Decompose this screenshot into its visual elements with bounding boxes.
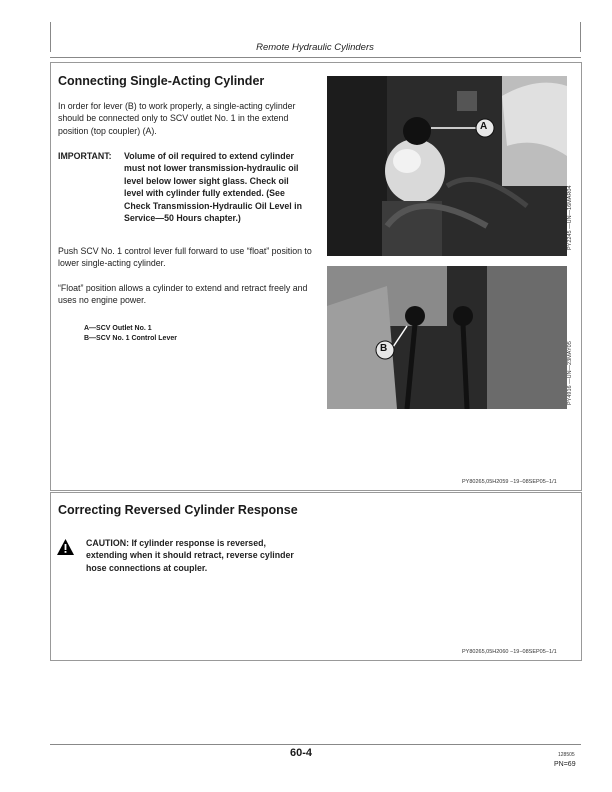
section2-reference: PY80265,05H2060 −19−08SEP05−1/1 bbox=[462, 649, 557, 655]
important-label: IMPORTANT: bbox=[58, 151, 112, 161]
section1-reference: PY80265,05H2059 −19−08SEP05−1/1 bbox=[462, 479, 557, 485]
header-right-rule bbox=[580, 22, 581, 52]
footer-divider bbox=[50, 744, 581, 745]
section-correcting-title: Correcting Reversed Cylinder Response bbox=[58, 503, 298, 517]
warning-icon bbox=[57, 539, 74, 555]
callout-a: A bbox=[480, 121, 488, 132]
footer-code: 128505 bbox=[558, 752, 575, 758]
caution-text: CAUTION: If cylinder response is reversed, extending when it should retract, reverse cylinder hose connections at coupler. bbox=[86, 538, 294, 573]
important-text: Volume of oil required to extend cylinder must not lower transmission-hydraulic oil level below lower sight glass. Check oil level with cylinder fully extended. (See Check Transmission-Hydraulic Oil Level in Service—50 Hours chapter.) bbox=[124, 151, 302, 224]
section-connecting-title: Connecting Single-Acting Cylinder bbox=[58, 74, 265, 88]
photo-scv-lever bbox=[327, 266, 567, 409]
section-connecting-para3: “Float” position allows a cylinder to extend and retract freely and uses no engine power. bbox=[58, 283, 308, 306]
header-divider bbox=[50, 57, 581, 58]
legend bbox=[84, 324, 177, 344]
photo-scv-outlet-drawing bbox=[327, 76, 567, 256]
section-correcting-box bbox=[50, 492, 582, 661]
photo1-code: PY2245 —UN—16MAR04 bbox=[567, 185, 573, 250]
legend-item-b: B—SCV No. 1 Control Lever bbox=[84, 335, 177, 342]
callout-b: B bbox=[380, 343, 388, 354]
page-number: 60-4 bbox=[290, 747, 313, 759]
footer-pn: PN=69 bbox=[554, 761, 576, 768]
section-connecting-para1: In order for lever (B) to work properly, a single-acting cylinder should be connected only to SCV outlet No. 1 in the extend position (top coupler) (A). bbox=[58, 101, 296, 136]
legend-item-a: A—SCV Outlet No. 1 bbox=[84, 325, 152, 332]
section-connecting-para2: Push SCV No. 1 control lever full forward to use “float” position to lower single-acting cylinder. bbox=[58, 246, 312, 269]
photo2-code: PY4916 —UN—23MAY05 bbox=[567, 341, 573, 405]
photo-scv-lever-drawing bbox=[327, 266, 567, 409]
page-header: Remote Hydraulic Cylinders bbox=[256, 42, 374, 53]
photo-scv-outlet bbox=[327, 76, 567, 256]
